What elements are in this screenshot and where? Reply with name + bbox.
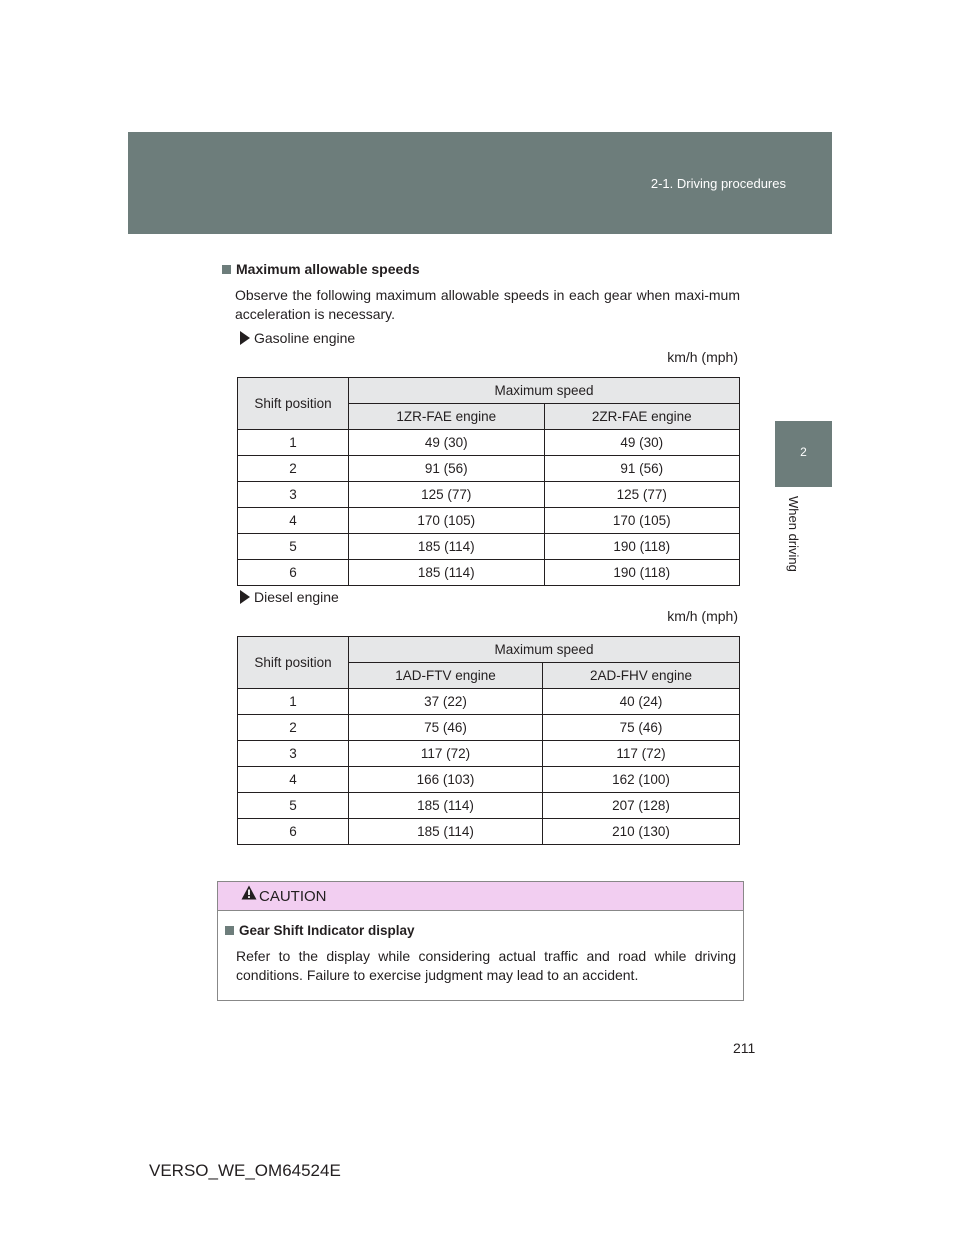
table-row: [238, 508, 740, 534]
table-row: [238, 482, 740, 508]
page-number: 211: [733, 1040, 756, 1056]
gasoline-speed-table: [237, 377, 740, 586]
cell-speed-a: 185 (114): [349, 793, 543, 819]
table-row: [238, 430, 740, 456]
square-bullet-icon: [222, 265, 231, 274]
chapter-label: When driving: [786, 496, 801, 572]
table-row: [238, 534, 740, 560]
cell-gear: 2: [238, 456, 349, 482]
caution-subheading-text: Gear Shift Indicator display: [239, 923, 415, 938]
document-code: VERSO_WE_OM64524E: [149, 1161, 341, 1180]
cell-gear: 4: [238, 767, 349, 793]
cell-speed-a: 49 (30): [349, 430, 545, 456]
cell-speed-a: 185 (114): [349, 534, 545, 560]
diesel-unit: km/h (mph): [667, 608, 738, 624]
cell-speed-b: 117 (72): [543, 741, 740, 767]
cell-speed-b: 207 (128): [543, 793, 740, 819]
intro-paragraph: Observe the following maximum allowable speeds in each gear when maxi-mum acceleration is necessary.: [235, 287, 740, 322]
cell-speed-a: 91 (56): [349, 456, 545, 482]
cell-speed-a: 185 (114): [349, 819, 543, 845]
cell-speed-b: 210 (130): [543, 819, 740, 845]
header-band: [128, 132, 832, 234]
table-row: [238, 819, 740, 845]
chapter-tab: [775, 421, 832, 487]
cell-speed-b: 125 (77): [544, 482, 740, 508]
cell-gear: 6: [238, 819, 349, 845]
cell-speed-b: 91 (56): [544, 456, 740, 482]
triangle-bullet-icon: [240, 331, 250, 345]
warning-triangle-icon: [241, 885, 257, 900]
table-row: [238, 456, 740, 482]
header-engine-a: 1AD-FTV engine: [349, 663, 543, 689]
cell-gear: 5: [238, 534, 349, 560]
caution-box: [217, 881, 744, 1001]
cell-gear: 2: [238, 715, 349, 741]
table-row: [238, 715, 740, 741]
cell-speed-a: 170 (105): [349, 508, 545, 534]
diesel-speed-table: [237, 636, 740, 845]
cell-gear: 6: [238, 560, 349, 586]
cell-speed-b: 190 (118): [544, 534, 740, 560]
cell-speed-b: 170 (105): [544, 508, 740, 534]
table-row: [238, 689, 740, 715]
gasoline-unit: km/h (mph): [667, 349, 738, 365]
cell-speed-b: 190 (118): [544, 560, 740, 586]
gasoline-label: [240, 330, 355, 346]
header-maximum-speed: Maximum speed: [349, 637, 740, 663]
section-heading-text: Maximum allowable speeds: [236, 261, 420, 277]
cell-gear: 1: [238, 430, 349, 456]
cell-speed-a: 185 (114): [349, 560, 545, 586]
cell-speed-a: 166 (103): [349, 767, 543, 793]
square-bullet-icon: [225, 926, 234, 935]
cell-speed-a: 37 (22): [349, 689, 543, 715]
section-heading: [222, 261, 420, 277]
header-engine-b: 2ZR-FAE engine: [544, 404, 740, 430]
diesel-label: [240, 589, 339, 605]
caution-title: CAUTION: [259, 888, 327, 905]
triangle-bullet-icon: [240, 590, 250, 604]
cell-speed-a: 117 (72): [349, 741, 543, 767]
diesel-label-text: Diesel engine: [254, 589, 339, 605]
cell-speed-a: 75 (46): [349, 715, 543, 741]
cell-speed-b: 162 (100): [543, 767, 740, 793]
cell-gear: 1: [238, 689, 349, 715]
section-breadcrumb: 2-1. Driving procedures: [650, 176, 786, 191]
header-engine-a: 1ZR-FAE engine: [349, 404, 545, 430]
cell-gear: 3: [238, 482, 349, 508]
gasoline-label-text: Gasoline engine: [254, 330, 356, 346]
cell-speed-b: 49 (30): [544, 430, 740, 456]
caution-subheading: [225, 923, 415, 938]
cell-gear: 5: [238, 793, 349, 819]
cell-speed-a: 125 (77): [349, 482, 545, 508]
table-row: [238, 767, 740, 793]
header-maximum-speed: Maximum speed: [349, 378, 740, 404]
cell-speed-b: 75 (46): [543, 715, 740, 741]
chapter-number: 2: [800, 445, 807, 459]
caution-header: [218, 882, 743, 911]
header-engine-b: 2AD-FHV engine: [543, 663, 740, 689]
header-shift-position: Shift position: [238, 637, 349, 689]
cell-gear: 3: [238, 741, 349, 767]
table-row: [238, 560, 740, 586]
table-row: [238, 793, 740, 819]
cell-gear: 4: [238, 508, 349, 534]
table-row: [238, 741, 740, 767]
caution-text: Refer to the display while considering actual traffic and road while driving conditions. Failure to exercise judgment may lead to an accident.: [236, 948, 736, 983]
header-shift-position: Shift position: [238, 378, 349, 430]
cell-speed-b: 40 (24): [543, 689, 740, 715]
